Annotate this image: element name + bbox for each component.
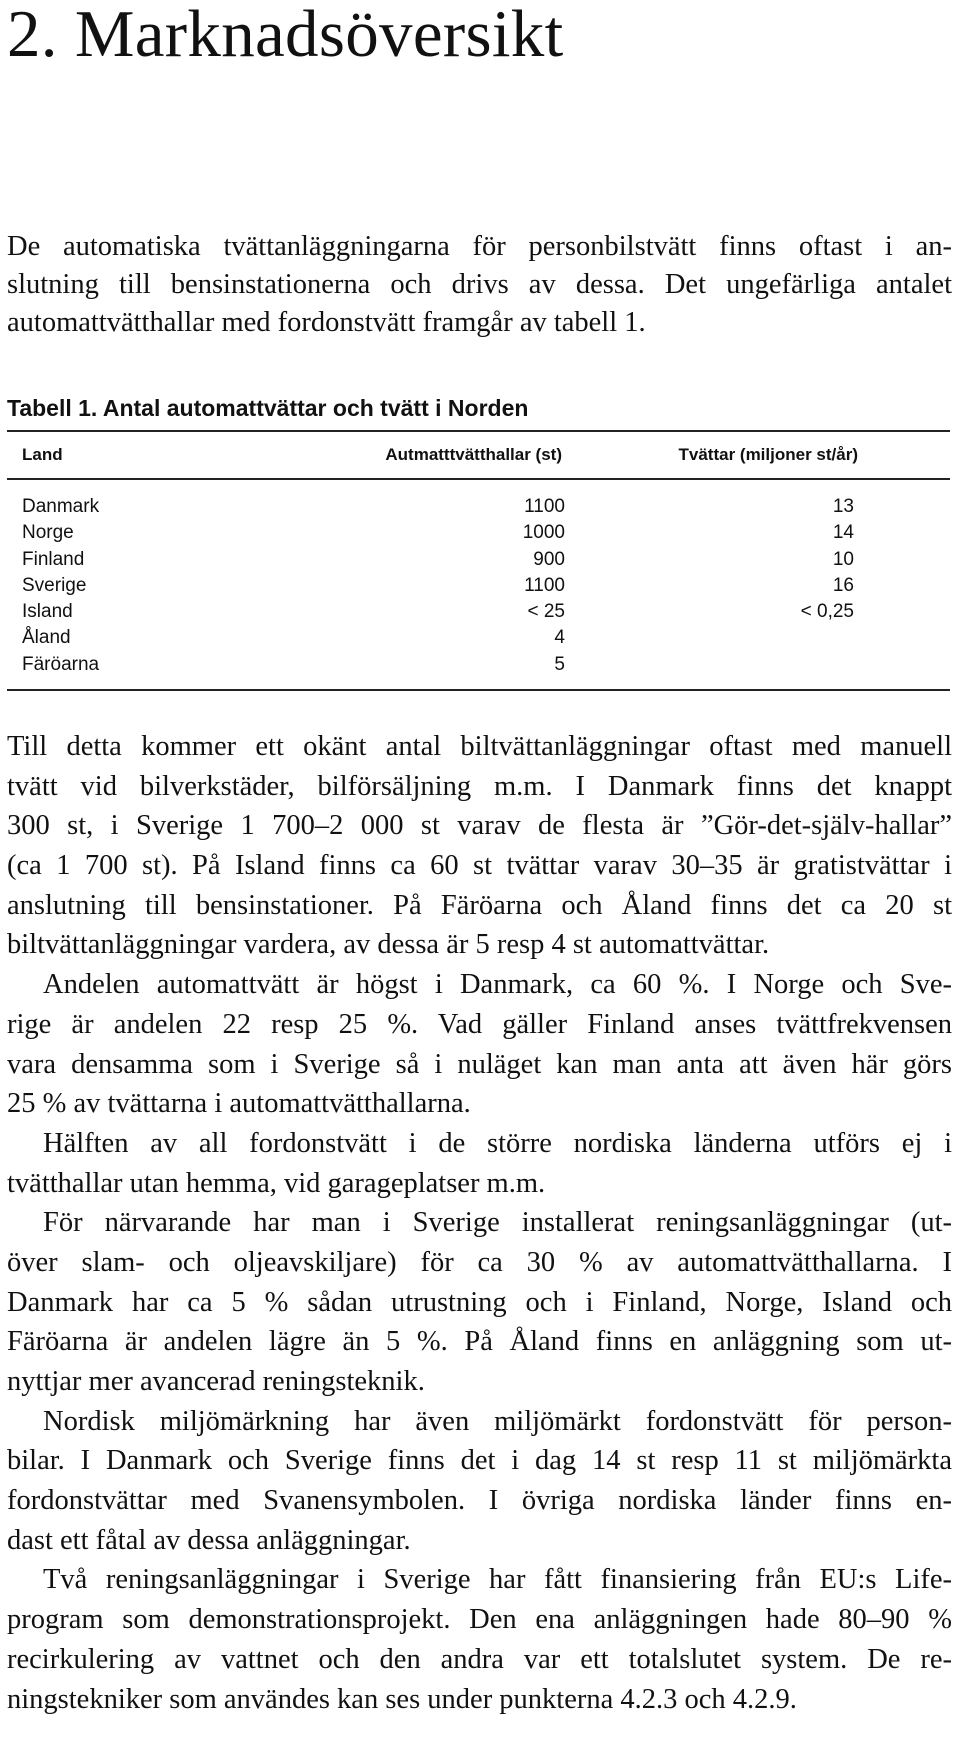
cell-halls: < 25 bbox=[527, 601, 565, 623]
table-row bbox=[0, 494, 960, 520]
cell-washes: 13 bbox=[832, 496, 854, 517]
body-line: fordonstvättar med Svanensymbolen. I övriga nordiska länder finns en- bbox=[7, 1485, 952, 1517]
cell-halls: 900 bbox=[533, 548, 565, 570]
cell-land: Norge bbox=[22, 522, 74, 544]
cell-washes: < 0,25 bbox=[800, 601, 854, 623]
intro-line: slutning till bensinstationerna och drivs av dessa. Det ungefärliga antalet bbox=[7, 269, 952, 300]
body-line: tvätt vid bilverkstäder, bilförsäljning m.m. I Danmark finns det knappt bbox=[7, 770, 952, 802]
body-line: 300 st, i Sverige 1 700–2 000 st varav de flesta är ”Gör-det-själv-hallar” bbox=[7, 810, 952, 842]
cell-halls: 5 bbox=[554, 653, 565, 675]
body-line: recirkulering av vattnet och den andra var ett totalslutet system. De re- bbox=[7, 1643, 952, 1675]
header-land: Land bbox=[22, 445, 63, 464]
body-line: Två reningsanläggningar i Sverige har fått finansiering från EU:s Life- bbox=[43, 1564, 952, 1596]
table-row bbox=[0, 573, 960, 599]
body-line: För närvarande har man i Sverige installerat reningsanläggningar (ut- bbox=[43, 1207, 952, 1239]
cell-land: Sverige bbox=[22, 574, 87, 596]
body-line: Andelen automattvätt är högst i Danmark, ca 60 %. I Norge och Sve- bbox=[43, 969, 952, 1001]
body-line: Till detta kommer ett okänt antal biltvättanläggningar oftast med manuell bbox=[7, 731, 952, 762]
body-line: rige är andelen 22 resp 25 %. Vad gäller Finland anses tvättfrekvensen bbox=[7, 1008, 952, 1040]
cell-washes: 10 bbox=[832, 548, 854, 570]
cell-washes: 14 bbox=[832, 522, 854, 544]
table-row bbox=[0, 625, 960, 651]
cell-land: Färöarna bbox=[22, 653, 100, 675]
table-header-rule bbox=[7, 478, 950, 480]
body-line: anslutning till bensinstationer. På Färöarna och Åland finns det ca 20 st bbox=[7, 889, 952, 921]
body-line: nyttjar mer avancerad reningsteknik. bbox=[7, 1366, 425, 1397]
body-line: 25 % av tvättarna i automattvätthallarna. bbox=[7, 1088, 471, 1120]
cell-washes: 16 bbox=[832, 574, 854, 596]
table-caption: Tabell 1. Antal automattvättar och tvätt i Norden bbox=[7, 395, 529, 421]
body-line: (ca 1 700 st). På Island finns ca 60 st tvättar varav 30–35 är gratistvättar i bbox=[7, 850, 952, 882]
table-row bbox=[0, 652, 960, 678]
table-top-rule bbox=[7, 430, 950, 432]
section-heading: 2. Marknadsöversikt bbox=[7, 0, 564, 71]
body-line: vara densamma som i Sverige så i nuläget kan man anta att även här görs bbox=[7, 1048, 952, 1080]
intro-paragraph bbox=[7, 228, 952, 342]
table-header bbox=[0, 443, 960, 467]
table-row bbox=[0, 520, 960, 546]
cell-land: Danmark bbox=[22, 496, 100, 517]
body-line: ningstekniker som användes kan ses under punkterna 4.2.3 och 4.2.9. bbox=[7, 1683, 797, 1715]
body-line: program som demonstrationsprojekt. Den ena anläggningen hade 80–90 % bbox=[7, 1604, 952, 1636]
body-line: biltvättanläggningar vardera, av dessa är 5 resp 4 st automattvättar. bbox=[7, 929, 770, 961]
cell-halls: 1000 bbox=[522, 522, 565, 544]
intro-line: automattvätthallar med fordonstvätt framgår av tabell 1. bbox=[7, 307, 646, 338]
cell-land: Finland bbox=[22, 548, 85, 570]
body-line: Hälften av all fordonstvätt i de större nordiska länderna utförs ej i bbox=[43, 1127, 952, 1159]
table-body bbox=[0, 494, 960, 678]
body-line: dast ett fåtal av dessa anläggningar. bbox=[7, 1524, 411, 1556]
body-line: bilar. I Danmark och Sverige finns det i dag 14 st resp 11 st miljömärkta bbox=[7, 1445, 952, 1477]
header-halls: Autmatttvätthallar (st) bbox=[385, 445, 562, 464]
header-washes: Tvättar (miljoner st/år) bbox=[678, 445, 858, 464]
table-header-row bbox=[0, 443, 960, 467]
body-line: Danmark har ca 5 % sådan utrustning och i Finland, Norge, Island och bbox=[7, 1286, 952, 1318]
body-line: Färöarna är andelen lägre än 5 %. På Åland finns en anläggning som ut- bbox=[7, 1326, 952, 1358]
body-text bbox=[7, 727, 952, 1719]
intro-line: De automatiska tvättanläggningarna för personbilstvätt finns oftast i an- bbox=[7, 231, 952, 262]
table-row bbox=[0, 599, 960, 625]
cell-land: Åland bbox=[22, 627, 71, 649]
body-line: över slam- och oljeavskiljare) för ca 30 % av automattvätthallarna. I bbox=[7, 1246, 952, 1278]
table-bottom-rule bbox=[7, 689, 950, 691]
body-line: Nordisk miljömärkning har även miljömärkt fordonstvätt för person- bbox=[43, 1405, 952, 1437]
cell-halls: 4 bbox=[554, 627, 565, 649]
cell-halls: 1100 bbox=[524, 496, 565, 517]
body-line: tvätthallar utan hemma, vid garageplatser m.m. bbox=[7, 1167, 546, 1199]
cell-halls: 1100 bbox=[524, 574, 565, 596]
cell-land: Island bbox=[22, 601, 73, 623]
table-row bbox=[0, 547, 960, 573]
